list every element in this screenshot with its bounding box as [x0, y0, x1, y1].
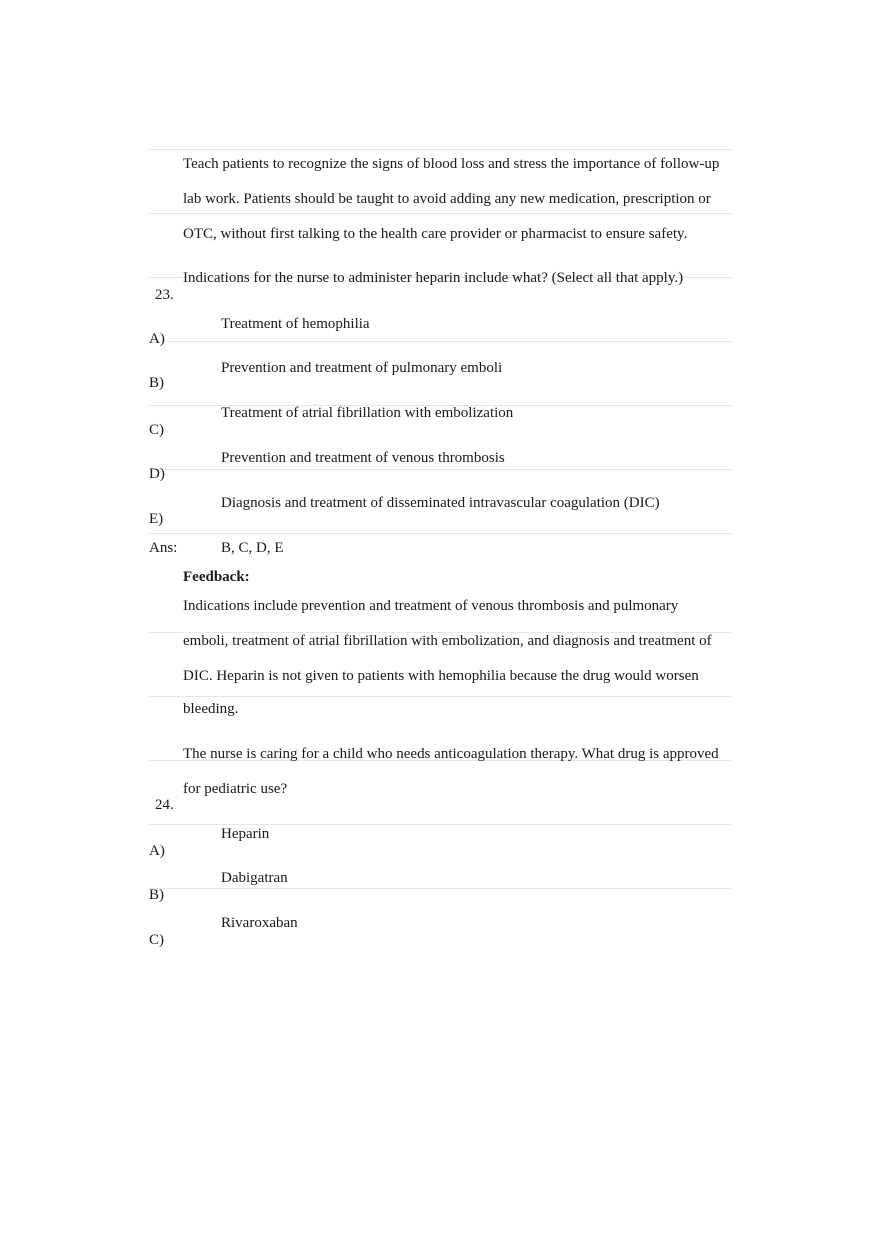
option-letter: A): [149, 331, 165, 347]
option-letter: B): [149, 887, 164, 903]
divider: [149, 696, 732, 697]
feedback-line: Indications include prevention and treatment of venous thrombosis and pulmonary: [183, 598, 679, 614]
divider: [149, 213, 732, 214]
divider: [149, 533, 732, 534]
question-number: 23.: [155, 287, 174, 303]
intro-line: lab work. Patients should be taught to avoid adding any new medication, prescription or: [183, 191, 711, 207]
divider: [149, 888, 732, 889]
option-letter: C): [149, 932, 164, 948]
option-text: Treatment of atrial fibrillation with embolization: [221, 405, 514, 421]
option-letter: D): [149, 466, 165, 482]
feedback-label: Feedback:: [183, 569, 250, 585]
feedback-line: emboli, treatment of atrial fibrillation with embolization, and diagnosis and treatment of: [183, 633, 712, 649]
question-text: for pediatric use?: [183, 781, 288, 797]
answer-value: B, C, D, E: [221, 540, 284, 556]
option-letter: E): [149, 511, 164, 527]
divider: [149, 341, 732, 342]
question-text: Indications for the nurse to administer heparin include what? (Select all that apply.): [183, 270, 684, 286]
option-text: Prevention and treatment of pulmonary emboli: [221, 360, 503, 376]
intro-line: Teach patients to recognize the signs of blood loss and stress the importance of follow-up: [183, 156, 720, 172]
option-text: Rivaroxaban: [221, 915, 298, 931]
option-text: Treatment of hemophilia: [221, 316, 370, 332]
option-text: Diagnosis and treatment of disseminated intravascular coagulation (DIC): [221, 495, 660, 511]
option-letter: A): [149, 843, 165, 859]
question-text: The nurse is caring for a child who needs anticoagulation therapy. What drug is approved: [183, 746, 719, 762]
divider: [149, 469, 732, 470]
question-number: 24.: [155, 797, 174, 813]
feedback-line: bleeding.: [183, 701, 239, 717]
option-letter: C): [149, 422, 164, 438]
option-letter: B): [149, 375, 164, 391]
option-text: Heparin: [221, 826, 270, 842]
option-text: Prevention and treatment of venous thrombosis: [221, 450, 505, 466]
intro-line: OTC, without first talking to the health care provider or pharmacist to ensure safety.: [183, 226, 688, 242]
option-text: Dabigatran: [221, 870, 288, 886]
feedback-line: DIC. Heparin is not given to patients with hemophilia because the drug would worsen: [183, 668, 699, 684]
divider: [149, 149, 732, 150]
answer-label: Ans:: [149, 540, 178, 556]
